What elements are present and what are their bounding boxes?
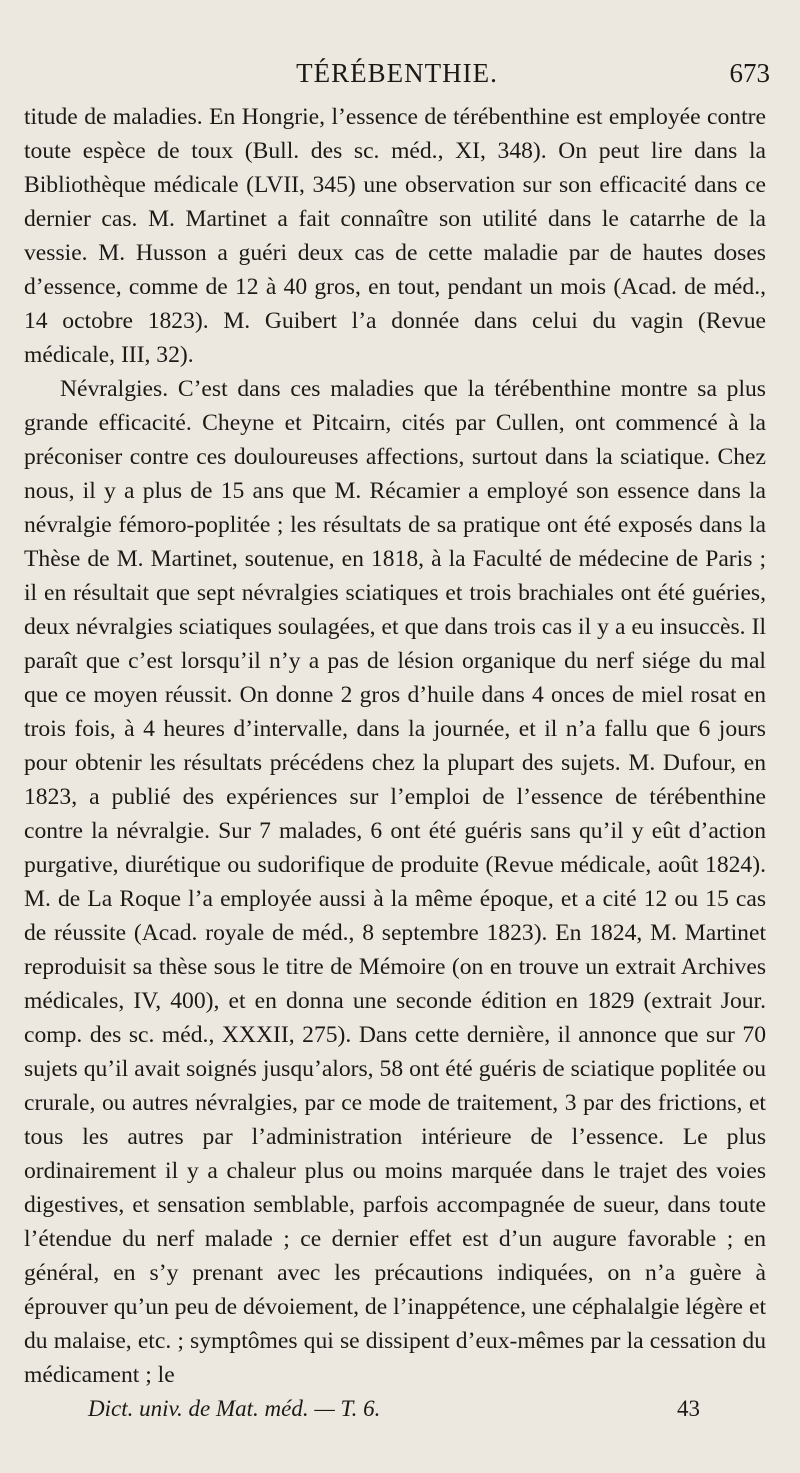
paragraph-nevralgies: Névralgies. C’est dans ces maladies que la térébenthine montre sa plus grande efficacité. Cheyne et Pitcairn, cités par Cullen, ont commencé à la préconiser contre ces douloureuses affections, surtout dans la sciatique. Chez nous, il y a plus de 15 ans que M. Récamier a employé son essence dans la névralgie fémoro-poplitée ; les résultats de sa pratique ont été exposés dans la Thèse de M. Martinet, soutenue, en 1818, à la Faculté de médecine de Paris ; il en résultait que sept névralgies sciatiques et trois brachiales ont été guéries, deux névralgies sciatiques soulagées, et que dans trois cas il y a eu insuccès. Il paraît que c’est lorsqu’il n’y a pas de lésion organique du nerf siége du mal que ce moyen réussit. On donne 2 gros d’huile dans 4 onces de miel rosat en trois fois, à 4 heures d’intervalle, dans la journée, et il n’a fallu que 6 jours pour obtenir les résultats précédens chez la plupart des sujets. M. Dufour, en 1823, a publié des expériences sur l’emploi de l’essence de térébenthine contre la névralgie. Sur 7 malades, 6 ont été guéris sans qu’il y eût d’action purgative, diurétique ou sudorifique de produite (Revue médicale, août 1824). M. de La Roque l’a employée aussi à la même époque, et a cité 12 ou 15 cas de réussite (Acad. royale de méd., 8 septembre 1823). En 1824, M. Martinet reproduisit sa thèse sous le titre de Mémoire (on en trouve un extrait Archives médicales, IV, 400), et en donna une seconde édition en 1829 (extrait Jour. comp. des sc. méd., XXXII, 275). Dans cette dernière, il annonce que sur 70 sujets qu’il avait soignés jusqu’alors, 58 ont été guéris de sciatique poplitée ou crurale, ou autres névralgies, par ce mode de traitement, 3 par des frictions, et tous les autres par l’administration intérieure de l’essence. Le plus ordinairement il y a chaleur plus ou moins marquée dans le trajet des voies digestives, et sensation semblable, parfois accompagnée de sueur, dans toute l’étendue du nerf malade ; ce dernier effet est d’un augure favorable ; en général, en s’y prenant avec les précautions indiquées, on n’a guère à éprouver qu’un peu de dévoiement, de l’inappétence, une céphalalgie légère et du malaise, etc. ; symptômes qui se dissipent d’eux-mêmes par la cessation du médicament ; le <box>24 376 766 1388</box>
running-title: TÉRÉBENTHIE. <box>296 58 498 88</box>
signature-line: Dict. univ. de Mat. méd. — T. 6. <box>88 1396 381 1421</box>
paragraph-continued: titude de maladies. En Hongrie, l’essence de térébenthine est employée contre toute espèce de toux (Bull. des sc. méd., XI, 348). On peut lire dans la Bibliothèque médicale (LVII, 345) une observation sur son efficacité dans ce dernier cas. M. Martinet a fait connaître son utilité dans le catarrhe de la vessie. M. Husson a guéri deux cas de cette maladie par de hautes doses d’essence, comme de 12 à 40 gros, en tout, pendant un mois (Acad. de méd., 14 octobre 1823). M. Guibert l’a donnée dans celui du vagin (Revue médicale, III, 32). <box>24 104 766 368</box>
page-footer <box>88 1396 700 1432</box>
page-header <box>24 58 770 98</box>
sheet-number: 43 <box>677 1396 700 1421</box>
page-body <box>24 100 766 1392</box>
page-number: 673 <box>729 58 770 88</box>
